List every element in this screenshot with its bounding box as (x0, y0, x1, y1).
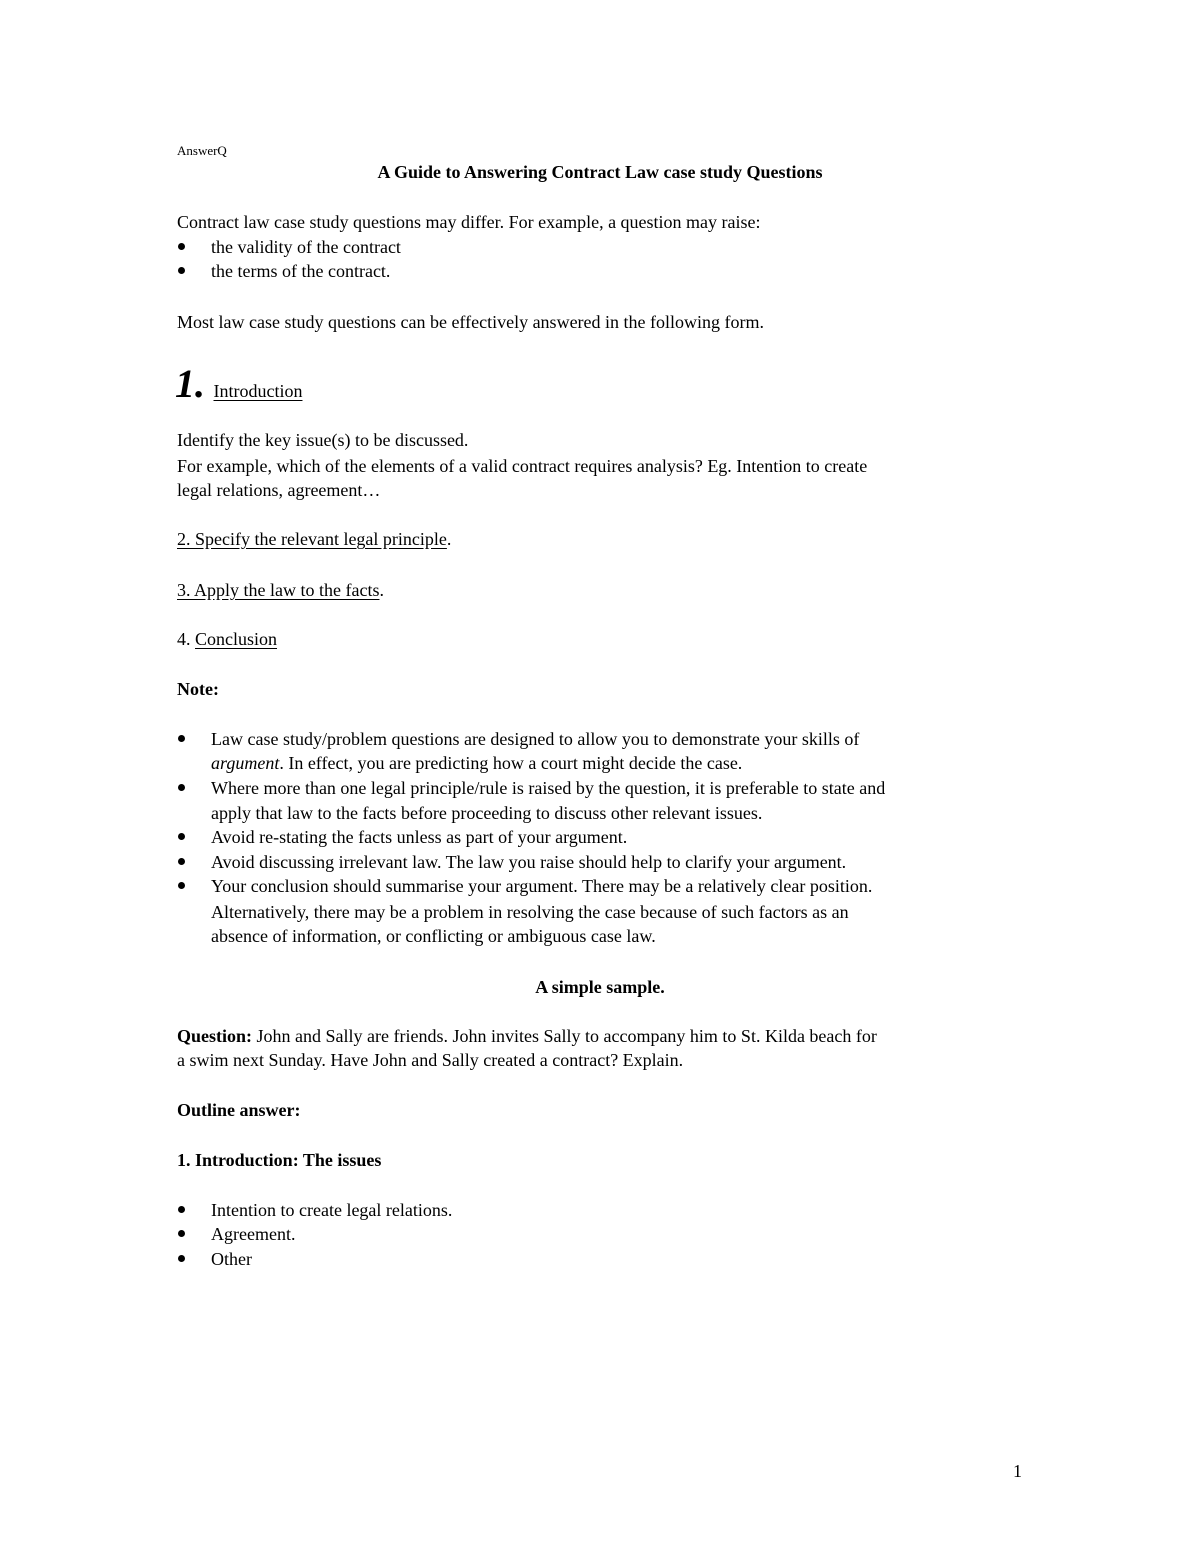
bullet-icon (178, 1255, 185, 1262)
step-2-text: 2. Specify the relevant legal principle (177, 529, 447, 549)
note-bullet-3: Avoid re-stating the facts unless as part of your argument. (211, 827, 628, 847)
note-bullet-1-line-2 (211, 753, 742, 774)
section-1-line-1: Identify the key issue(s) to be discussed. (177, 430, 469, 450)
bullet-icon (178, 1230, 185, 1237)
bullet-icon (178, 735, 185, 742)
intro-form-line: Most law case study questions can be effectively answered in the following form. (177, 312, 765, 332)
step-3-tail: . (379, 580, 384, 600)
sample-heading: A simple sample. (535, 977, 665, 997)
note-bullet-5-line-2: Alternatively, there may be a problem in resolving the case because of such factors as an (211, 902, 849, 922)
section-1-line-2: For example, which of the elements of a valid contract requires analysis? Eg. Intention to create (177, 456, 868, 476)
note-heading: Note: (177, 679, 219, 699)
question-label: Question: (177, 1026, 253, 1046)
note-bullet-5-line-1: Your conclusion should summarise your argument. There may be a relatively clear position. (211, 876, 873, 896)
outline-intro-heading: 1. Introduction: The issues (177, 1150, 382, 1170)
intro-bullet-terms: the terms of the contract. (211, 261, 391, 281)
step-2 (177, 529, 451, 550)
note-bullet-5-line-3: absence of information, or conflicting or ambiguous case law. (211, 926, 656, 946)
bullet-icon (178, 833, 185, 840)
step-4 (177, 629, 277, 650)
bullet-icon (178, 267, 185, 274)
document-header-label: AnswerQ (177, 143, 227, 158)
bullet-icon (178, 858, 185, 865)
issue-item-intention: Intention to create legal relations. (211, 1200, 453, 1220)
sample-question-line-2: a swim next Sunday. Have John and Sally created a contract? Explain. (177, 1050, 684, 1070)
section-1-number: 1. (175, 361, 205, 406)
bullet-icon (178, 1206, 185, 1213)
note-bullet-1-line-2-rest: . In effect, you are predicting how a court might decide the case. (279, 753, 743, 773)
step-4-number: 4. (177, 629, 195, 649)
bullet-icon (178, 784, 185, 791)
section-1-title: Introduction (213, 381, 303, 401)
section-1-heading (175, 360, 302, 407)
note-bullet-1-line-1: Law case study/problem questions are designed to allow you to demonstrate your skills of (211, 729, 860, 749)
step-3-text: 3. Apply the law to the facts (177, 580, 380, 600)
question-text: John and Sally are friends. John invites Sally to accompany him to St. Kilda beach for (252, 1026, 877, 1046)
bullet-icon (178, 882, 185, 889)
bullet-icon (178, 243, 185, 250)
page-number: 1 (1013, 1461, 1022, 1481)
step-4-text: Conclusion (195, 629, 278, 649)
step-3 (177, 580, 384, 601)
issue-item-agreement: Agreement. (211, 1224, 296, 1244)
argument-emphasis: argument (211, 753, 280, 773)
issue-item-other: Other (211, 1249, 252, 1269)
sample-question-line-1 (177, 1026, 877, 1047)
step-2-tail: . (446, 529, 452, 549)
note-bullet-2-line-1: Where more than one legal principle/rule is raised by the question, it is preferable to state and (211, 778, 886, 798)
intro-lead: Contract law case study questions may differ. For example, a question may raise: (177, 212, 761, 232)
intro-bullet-validity: the validity of the contract (211, 237, 401, 257)
outline-heading: Outline answer: (177, 1100, 301, 1120)
note-bullet-2-line-2: apply that law to the facts before proceeding to discuss other relevant issues. (211, 803, 763, 823)
section-1-line-3: legal relations, agreement… (177, 480, 381, 500)
page-title: A Guide to Answering Contract Law case study Questions (377, 162, 823, 182)
note-bullet-4: Avoid discussing irrelevant law. The law you raise should help to clarify your argument. (211, 852, 847, 872)
